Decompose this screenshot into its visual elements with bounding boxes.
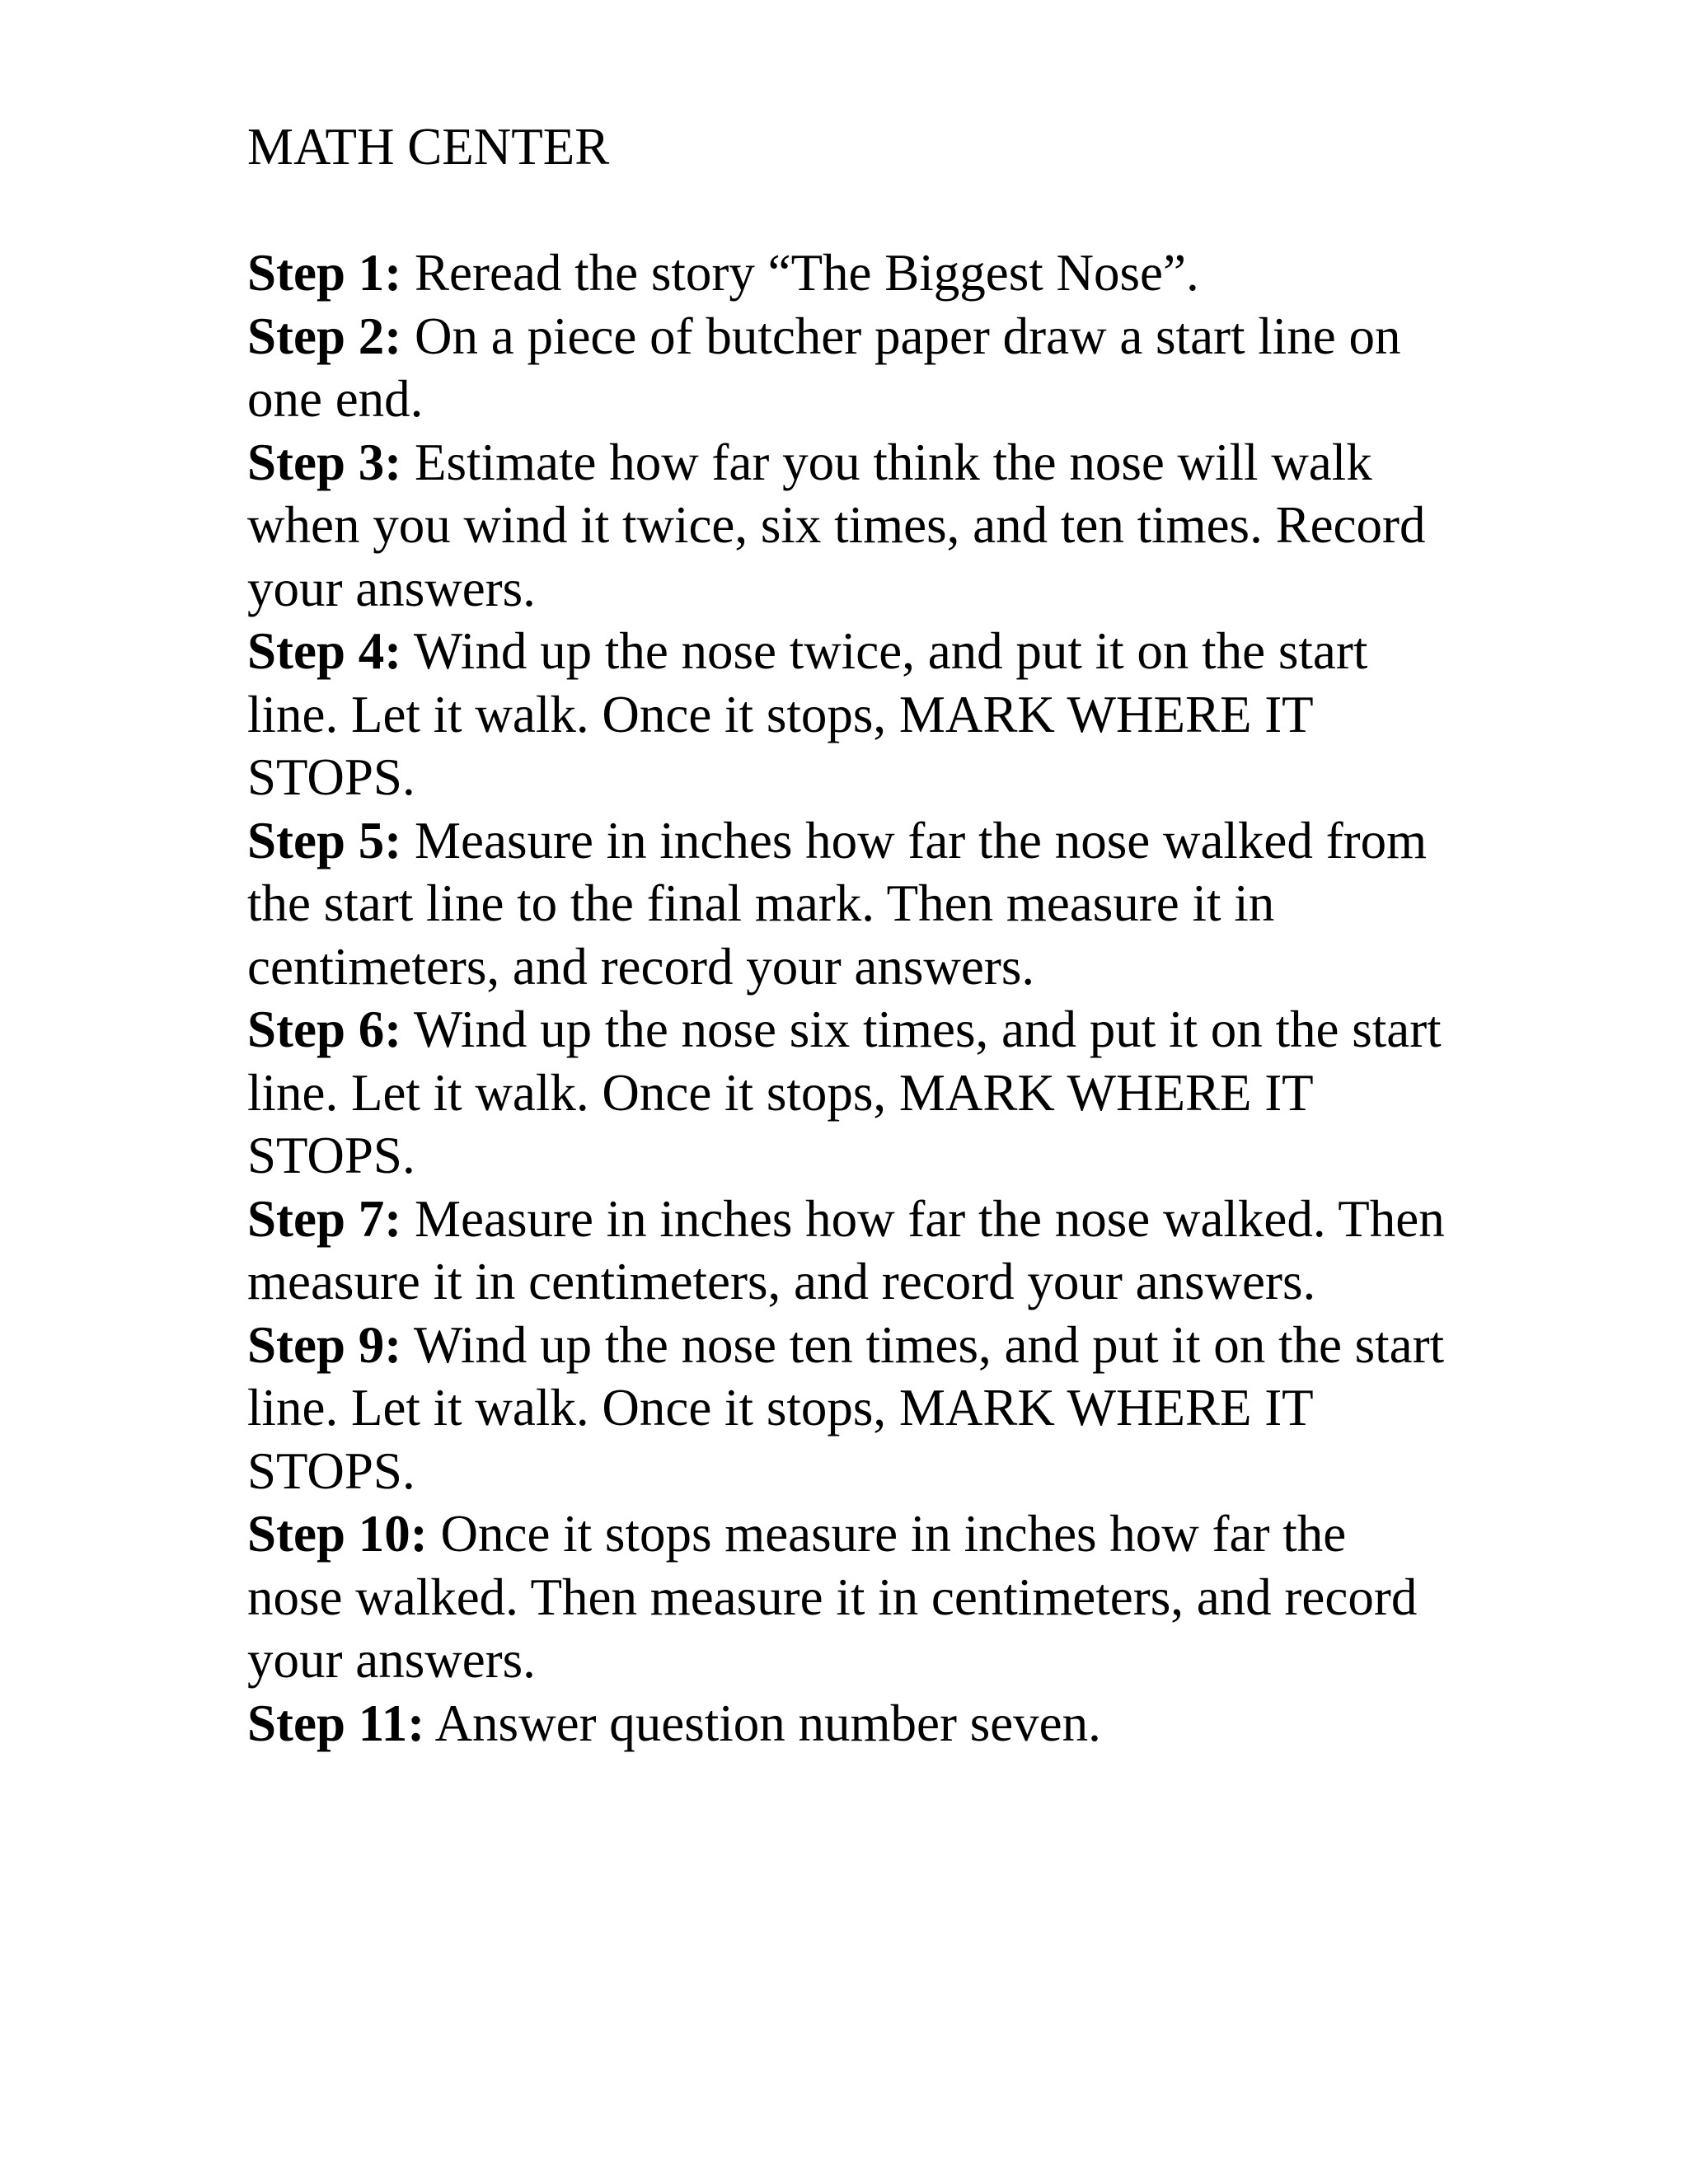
spacer xyxy=(247,179,1451,242)
step-label: Step 1: xyxy=(247,244,402,302)
step-text: Answer question number seven. xyxy=(434,1694,1101,1752)
step-text: Estimate how far you think the nose will walk when you wind it twice, six times, and ten times. Record your answers. xyxy=(247,433,1426,617)
step-label: Step 4: xyxy=(247,622,402,680)
step-text: On a piece of butcher paper draw a start line on one end. xyxy=(247,307,1401,428)
document-page xyxy=(247,115,1451,1755)
step-text: Wind up the nose ten times, and put it on the start line. Let it walk. Once it stops, MARK WHERE IT STOPS. xyxy=(247,1315,1445,1500)
step-9 xyxy=(247,1314,1451,1503)
step-text: Reread the story “The Biggest Nose”. xyxy=(415,244,1199,302)
step-label: Step 2: xyxy=(247,307,402,365)
step-2 xyxy=(247,305,1451,431)
document-title: MATH CENTER xyxy=(247,118,610,176)
step-text: Measure in inches how far the nose walked. Then measure it in centimeters, and record your answers. xyxy=(247,1189,1445,1310)
step-10 xyxy=(247,1502,1451,1692)
step-1 xyxy=(247,241,1451,305)
step-label: Step 10: xyxy=(247,1505,428,1563)
step-text: Wind up the nose six times, and put it on the start line. Let it walk. Once it stops, MARK WHERE IT STOPS. xyxy=(247,1001,1442,1184)
step-text: Measure in inches how far the nose walked from the start line to the final mark. Then measure it in centimeters, and record your answers. xyxy=(247,811,1428,996)
step-text: Wind up the nose twice, and put it on the start line. Let it walk. Once it stops, MARK WHERE IT STOPS. xyxy=(247,622,1368,806)
step-5 xyxy=(247,809,1451,999)
step-3 xyxy=(247,431,1451,621)
step-text: Once it stops measure in inches how far the nose walked. Then measure it in centimeters, and record your answers. xyxy=(247,1505,1418,1689)
step-label: Step 5: xyxy=(247,811,402,869)
step-4 xyxy=(247,620,1451,809)
step-label: Step 3: xyxy=(247,433,402,491)
step-6 xyxy=(247,998,1451,1188)
step-label: Step 9: xyxy=(247,1315,402,1374)
step-label: Step 6: xyxy=(247,1001,402,1058)
step-7 xyxy=(247,1188,1451,1314)
step-label: Step 7: xyxy=(247,1189,402,1248)
step-label: Step 11: xyxy=(247,1694,425,1752)
step-11 xyxy=(247,1692,1451,1755)
